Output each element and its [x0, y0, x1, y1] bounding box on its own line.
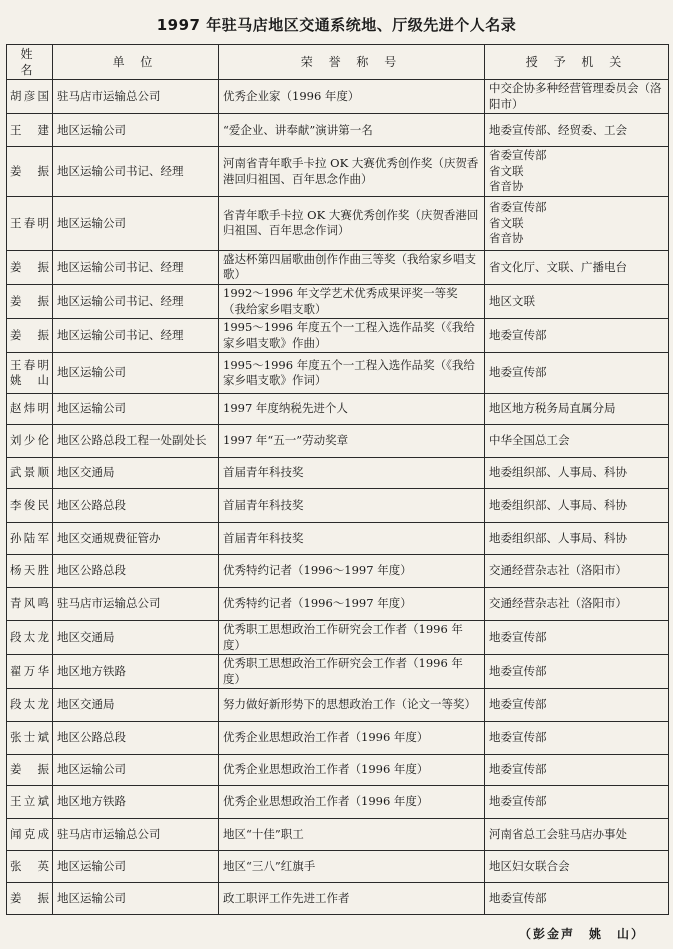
cell-unit: 地区交通局 [53, 458, 219, 489]
cell-honor: 优秀特约记者（1996～1997 年度） [219, 588, 485, 621]
author-credit: （彭金声 姚 山） [518, 927, 645, 941]
cell-name: 李俊民 [7, 489, 53, 523]
table-row [7, 851, 669, 883]
cell-unit: 地区运输公司 [53, 851, 219, 883]
header-unit: 单 位 [53, 45, 219, 80]
cell-honor: 首届青年科技奖 [219, 523, 485, 555]
cell-authority: 中交企协多种经营管理委员会（洛阳市） [485, 80, 669, 114]
cell-name: 孙陆军 [7, 523, 53, 555]
cell-honor: 优秀职工思想政治工作研究会工作者（1996 年度） [219, 621, 485, 655]
cell-unit: 地区运输公司 [53, 394, 219, 425]
cell-authority: 中华全国总工会 [485, 425, 669, 458]
table-row [7, 394, 669, 425]
table-row [7, 425, 669, 458]
cell-name: 王立斌 [7, 786, 53, 819]
table-row [7, 284, 669, 318]
cell-unit: 地区交通规费征管办 [53, 523, 219, 555]
table-row [7, 196, 669, 250]
table-row [7, 689, 669, 722]
cell-unit: 地区运输公司书记、经理 [53, 319, 219, 353]
cell-honor: 努力做好新形势下的思想政治工作（论文一等奖） [219, 689, 485, 722]
cell-name: 刘少伦 [7, 425, 53, 458]
cell-unit: 驻马店市运输总公司 [53, 80, 219, 114]
cell-honor: 优秀职工思想政治工作研究会工作者（1996 年度） [219, 655, 485, 689]
cell-authority: 省委宣传部 省文联 省音协 [485, 196, 669, 250]
cell-unit: 地区运输公司书记、经理 [53, 147, 219, 197]
cell-name: 段太龙 [7, 621, 53, 655]
table-row [7, 655, 669, 689]
table-row [7, 883, 669, 915]
cell-unit: 地区交通局 [53, 621, 219, 655]
table-row [7, 147, 669, 197]
cell-name: 赵炜明 [7, 394, 53, 425]
cell-honor: 优秀特约记者（1996～1997 年度） [219, 555, 485, 588]
cell-name: 姜 振 [7, 284, 53, 318]
cell-authority: 地委宣传部 [485, 722, 669, 755]
cell-unit: 地区运输公司 [53, 114, 219, 147]
table-row [7, 588, 669, 621]
cell-honor: 河南省青年歌手卡拉 OK 大赛优秀创作奖（庆贺香港回归祖国、百年思念作曲） [219, 147, 485, 197]
table-row [7, 80, 669, 114]
table-row [7, 353, 669, 394]
cell-honor: 地区“三八”红旗手 [219, 851, 485, 883]
cell-authority: 地委宣传部、经贸委、工会 [485, 114, 669, 147]
cell-unit: 驻马店市运输总公司 [53, 819, 219, 851]
cell-authority: 地委宣传部 [485, 786, 669, 819]
cell-honor: 1995～1996 年度五个一工程入选作品奖（《我给家乡唱支歌》作曲） [219, 319, 485, 353]
table-row [7, 819, 669, 851]
table-row [7, 755, 669, 786]
cell-name: 杨天胜 [7, 555, 53, 588]
cell-name: 姜 振 [7, 147, 53, 197]
cell-name: 胡彦国 [7, 80, 53, 114]
cell-authority: 地委宣传部 [485, 319, 669, 353]
cell-honor: 优秀企业家（1996 年度） [219, 80, 485, 114]
cell-authority: 地区妇女联合会 [485, 851, 669, 883]
cell-honor: 首届青年科技奖 [219, 489, 485, 523]
cell-authority: 地委宣传部 [485, 689, 669, 722]
cell-honor: 首届青年科技奖 [219, 458, 485, 489]
cell-name: 青风鸣 [7, 588, 53, 621]
cell-authority: 地委宣传部 [485, 353, 669, 394]
cell-honor: 优秀企业思想政治工作者（1996 年度） [219, 786, 485, 819]
cell-authority: 地委宣传部 [485, 883, 669, 915]
cell-unit: 驻马店市运输总公司 [53, 588, 219, 621]
cell-name: 姜 振 [7, 319, 53, 353]
cell-authority: 地委组织部、人事局、科协 [485, 489, 669, 523]
cell-honor: 1995～1996 年度五个一工程入选作品奖（《我给家乡唱支歌》作词） [219, 353, 485, 394]
cell-unit: 地区地方铁路 [53, 786, 219, 819]
cell-authority: 交通经营杂志社（洛阳市） [485, 555, 669, 588]
honor-roll-table [6, 44, 669, 915]
cell-unit: 地区公路总段工程一处副处长 [53, 425, 219, 458]
cell-name: 王春明 [7, 196, 53, 250]
table-body [7, 80, 669, 915]
cell-honor: 优秀企业思想政治工作者（1996 年度） [219, 755, 485, 786]
cell-unit: 地区交通局 [53, 689, 219, 722]
cell-unit: 地区公路总段 [53, 489, 219, 523]
table-row [7, 250, 669, 284]
header-authority: 授 予 机 关 [485, 45, 669, 80]
table-row [7, 555, 669, 588]
cell-honor: 政工职评工作先进工作者 [219, 883, 485, 915]
cell-honor: 省青年歌手卡拉 OK 大赛优秀创作奖（庆贺香港回归祖国、百年思念作词） [219, 196, 485, 250]
cell-honor: 盛达杯第四届歌曲创作作曲三等奖（我给家乡唱支歌） [219, 250, 485, 284]
cell-honor: 地区“十佳”职工 [219, 819, 485, 851]
cell-unit: 地区运输公司书记、经理 [53, 250, 219, 284]
cell-name: 张 英 [7, 851, 53, 883]
cell-honor: 1992～1996 年文学艺术优秀成果评奖一等奖（我给家乡唱支歌） [219, 284, 485, 318]
cell-unit: 地区运输公司 [53, 755, 219, 786]
cell-authority: 地区文联 [485, 284, 669, 318]
cell-name: 姜 振 [7, 250, 53, 284]
table-row [7, 114, 669, 147]
cell-name: 武景顺 [7, 458, 53, 489]
cell-authority: 地区地方税务局直属分局 [485, 394, 669, 425]
cell-authority: 省委宣传部 省文联 省音协 [485, 147, 669, 197]
cell-unit: 地区公路总段 [53, 555, 219, 588]
header-honor: 荣 誉 称 号 [219, 45, 485, 80]
table-row [7, 523, 669, 555]
cell-unit: 地区运输公司 [53, 353, 219, 394]
table-row [7, 722, 669, 755]
cell-authority: 交通经营杂志社（洛阳市） [485, 588, 669, 621]
cell-name: 闻克成 [7, 819, 53, 851]
table-row [7, 489, 669, 523]
cell-name: 王 建 [7, 114, 53, 147]
table-row [7, 621, 669, 655]
cell-honor: 1997 年度纳税先进个人 [219, 394, 485, 425]
cell-authority: 地委宣传部 [485, 655, 669, 689]
cell-authority: 地委组织部、人事局、科协 [485, 523, 669, 555]
cell-unit: 地区运输公司 [53, 883, 219, 915]
header-name: 姓 名 [7, 45, 53, 80]
cell-unit: 地区运输公司书记、经理 [53, 284, 219, 318]
table-row [7, 458, 669, 489]
cell-name: 段太龙 [7, 689, 53, 722]
table-row [7, 786, 669, 819]
cell-unit: 地区运输公司 [53, 196, 219, 250]
cell-name: 张士斌 [7, 722, 53, 755]
cell-authority: 地委组织部、人事局、科协 [485, 458, 669, 489]
table-row [7, 319, 669, 353]
cell-name: 王春明 姚 山 [7, 353, 53, 394]
cell-name: 姜 振 [7, 755, 53, 786]
page-title: 1997 年驻马店地区交通系统地、厅级先进个人名录 [156, 16, 517, 34]
cell-name: 姜 振 [7, 883, 53, 915]
cell-authority: 地委宣传部 [485, 621, 669, 655]
cell-unit: 地区地方铁路 [53, 655, 219, 689]
cell-authority: 河南省总工会驻马店办事处 [485, 819, 669, 851]
cell-unit: 地区公路总段 [53, 722, 219, 755]
cell-honor: 1997 年“五一”劳动奖章 [219, 425, 485, 458]
cell-authority: 地委宣传部 [485, 755, 669, 786]
table-header-row [7, 45, 669, 80]
cell-honor: “爱企业、讲奉献”演讲第一名 [219, 114, 485, 147]
cell-name: 翟万华 [7, 655, 53, 689]
cell-authority: 省文化厅、文联、广播电台 [485, 250, 669, 284]
cell-honor: 优秀企业思想政治工作者（1996 年度） [219, 722, 485, 755]
